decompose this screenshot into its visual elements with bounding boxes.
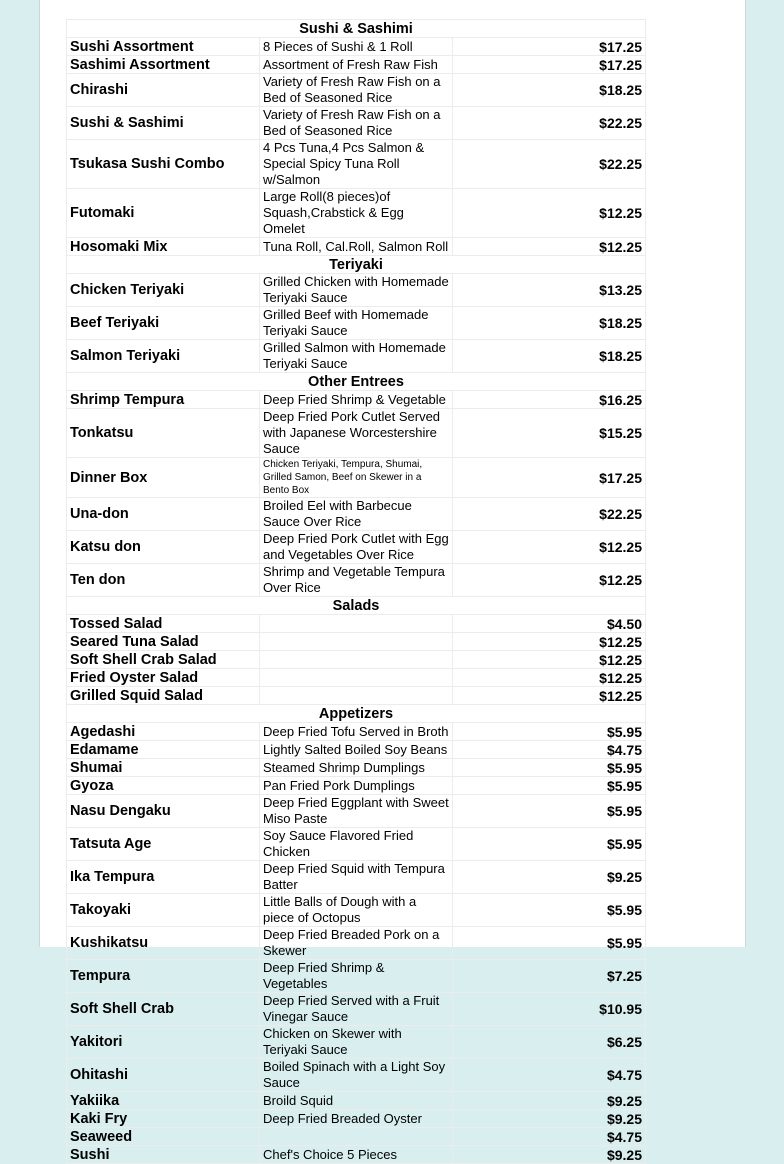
item-description: Deep Fried Shrimp & Vegetable — [260, 391, 453, 409]
item-price: $5.95 — [453, 927, 646, 960]
item-price: $5.95 — [453, 777, 646, 795]
item-name: Yakiika — [67, 1092, 260, 1110]
menu-row — [67, 307, 646, 340]
item-price: $9.25 — [453, 1110, 646, 1128]
item-name: Ten don — [67, 564, 260, 597]
item-name: Futomaki — [67, 189, 260, 238]
item-name: Takoyaki — [67, 894, 260, 927]
item-price: $10.95 — [453, 993, 646, 1026]
menu-row — [67, 458, 646, 498]
menu-row — [67, 1026, 646, 1059]
menu-row — [67, 669, 646, 687]
item-description: Deep Fried Pork Cutlet Served with Japanese Worcestershire Sauce — [260, 409, 453, 458]
menu-row — [67, 960, 646, 993]
menu-row — [67, 615, 646, 633]
item-name: Tatsuta Age — [67, 828, 260, 861]
menu-row — [67, 861, 646, 894]
item-name: Tempura — [67, 960, 260, 993]
item-name: Sushi & Sashimi — [67, 107, 260, 140]
menu-row — [67, 391, 646, 409]
item-description: Little Balls of Dough with a piece of Octopus — [260, 894, 453, 927]
item-price: $12.25 — [453, 238, 646, 256]
item-price: $12.25 — [453, 564, 646, 597]
item-name: Soft Shell Crab — [67, 993, 260, 1026]
section-title: Teriyaki — [67, 256, 646, 274]
menu-row — [67, 723, 646, 741]
menu-row — [67, 927, 646, 960]
item-name: Nasu Dengaku — [67, 795, 260, 828]
item-description: Large Roll(8 pieces)of Squash,Crabstick & Egg Omelet — [260, 189, 453, 238]
item-description: Broild Squid — [260, 1092, 453, 1110]
item-description: Deep Fried Tofu Served in Broth — [260, 723, 453, 741]
item-description: Deep Fried Breaded Pork on a Skewer — [260, 927, 453, 960]
menu-row — [67, 340, 646, 373]
item-name: Shrimp Tempura — [67, 391, 260, 409]
menu-row — [67, 1059, 646, 1092]
item-name: Seared Tuna Salad — [67, 633, 260, 651]
item-description — [260, 1128, 453, 1146]
item-name: Grilled Squid Salad — [67, 687, 260, 705]
item-name: Soft Shell Crab Salad — [67, 651, 260, 669]
item-price: $22.25 — [453, 107, 646, 140]
item-name: Tossed Salad — [67, 615, 260, 633]
item-price: $12.25 — [453, 189, 646, 238]
item-price: $12.25 — [453, 651, 646, 669]
menu-row — [67, 777, 646, 795]
item-name: Fried Oyster Salad — [67, 669, 260, 687]
item-price: $18.25 — [453, 307, 646, 340]
item-price: $4.50 — [453, 615, 646, 633]
menu-row — [67, 1146, 646, 1164]
item-description: Pan Fried Pork Dumplings — [260, 777, 453, 795]
item-price: $16.25 — [453, 391, 646, 409]
item-price: $13.25 — [453, 274, 646, 307]
item-price: $12.25 — [453, 531, 646, 564]
item-price: $9.25 — [453, 1092, 646, 1110]
menu-row — [67, 189, 646, 238]
menu-row — [67, 140, 646, 189]
item-name: Ohitashi — [67, 1059, 260, 1092]
menu-row — [67, 1128, 646, 1146]
item-price: $9.25 — [453, 861, 646, 894]
item-description: Shrimp and Vegetable Tempura Over Rice — [260, 564, 453, 597]
menu-table — [66, 19, 646, 1164]
item-price: $22.25 — [453, 498, 646, 531]
item-description: Variety of Fresh Raw Fish on a Bed of Seasoned Rice — [260, 74, 453, 107]
item-price: $12.25 — [453, 669, 646, 687]
menu-row — [67, 56, 646, 74]
menu-row — [67, 795, 646, 828]
menu-row — [67, 74, 646, 107]
section-header-row — [67, 20, 646, 38]
item-price: $5.95 — [453, 723, 646, 741]
item-description: Chicken Teriyaki, Tempura, Shumai, Grilled Samon, Beef on Skewer in a Bento Box — [260, 458, 453, 498]
item-price: $7.25 — [453, 960, 646, 993]
item-name: Yakitori — [67, 1026, 260, 1059]
item-name: Salmon Teriyaki — [67, 340, 260, 373]
menu-row — [67, 531, 646, 564]
item-name: Katsu don — [67, 531, 260, 564]
item-description: 4 Pcs Tuna,4 Pcs Salmon & Special Spicy Tuna Roll w/Salmon — [260, 140, 453, 189]
section-title: Other Entrees — [67, 373, 646, 391]
item-description: Boiled Spinach with a Light Soy Sauce — [260, 1059, 453, 1092]
item-name: Seaweed — [67, 1128, 260, 1146]
item-price: $4.75 — [453, 1128, 646, 1146]
item-description — [260, 687, 453, 705]
menu-row — [67, 274, 646, 307]
menu-row — [67, 894, 646, 927]
section-title: Salads — [67, 597, 646, 615]
item-name: Chicken Teriyaki — [67, 274, 260, 307]
item-name: Beef Teriyaki — [67, 307, 260, 340]
item-price: $18.25 — [453, 340, 646, 373]
item-description: Deep Fried Squid with Tempura Batter — [260, 861, 453, 894]
item-description: Grilled Salmon with Homemade Teriyaki Sauce — [260, 340, 453, 373]
item-description: Deep Fried Shrimp & Vegetables — [260, 960, 453, 993]
item-description: Steamed Shrimp Dumplings — [260, 759, 453, 777]
item-description: Grilled Chicken with Homemade Teriyaki Sauce — [260, 274, 453, 307]
item-description: Assortment of Fresh Raw Fish — [260, 56, 453, 74]
section-header-row — [67, 373, 646, 391]
item-name: Kushikatsu — [67, 927, 260, 960]
item-price: $17.25 — [453, 38, 646, 56]
menu-row — [67, 687, 646, 705]
menu-row — [67, 498, 646, 531]
item-price: $4.75 — [453, 741, 646, 759]
menu-row — [67, 409, 646, 458]
item-description: Deep Fried Eggplant with Sweet Miso Paste — [260, 795, 453, 828]
item-name: Ika Tempura — [67, 861, 260, 894]
item-name: Shumai — [67, 759, 260, 777]
item-name: Sushi — [67, 1146, 260, 1164]
item-description: Deep Fried Pork Cutlet with Egg and Vegetables Over Rice — [260, 531, 453, 564]
item-description: Chef's Choice 5 Pieces — [260, 1146, 453, 1164]
item-description: Chicken on Skewer with Teriyaki Sauce — [260, 1026, 453, 1059]
item-price: $5.95 — [453, 795, 646, 828]
item-price: $15.25 — [453, 409, 646, 458]
item-name: Sashimi Assortment — [67, 56, 260, 74]
item-description: Lightly Salted Boiled Soy Beans — [260, 741, 453, 759]
menu-row — [67, 1110, 646, 1128]
item-description: Tuna Roll, Cal.Roll, Salmon Roll — [260, 238, 453, 256]
item-name: Dinner Box — [67, 458, 260, 498]
item-name: Una-don — [67, 498, 260, 531]
item-price: $5.95 — [453, 828, 646, 861]
item-name: Tonkatsu — [67, 409, 260, 458]
menu-row — [67, 38, 646, 56]
item-name: Gyoza — [67, 777, 260, 795]
item-price: $12.25 — [453, 687, 646, 705]
item-price: $17.25 — [453, 56, 646, 74]
item-name: Tsukasa Sushi Combo — [67, 140, 260, 189]
item-description: Broiled Eel with Barbecue Sauce Over Rice — [260, 498, 453, 531]
menu-row — [67, 828, 646, 861]
item-price: $18.25 — [453, 74, 646, 107]
item-name: Agedashi — [67, 723, 260, 741]
item-description: Deep Fried Breaded Oyster — [260, 1110, 453, 1128]
menu-row — [67, 633, 646, 651]
item-description: Deep Fried Served with a Fruit Vinegar Sauce — [260, 993, 453, 1026]
item-name: Chirashi — [67, 74, 260, 107]
item-price: $17.25 — [453, 458, 646, 498]
item-price: $9.25 — [453, 1146, 646, 1164]
item-price: $5.95 — [453, 759, 646, 777]
item-price: $12.25 — [453, 633, 646, 651]
item-price: $6.25 — [453, 1026, 646, 1059]
item-description: Variety of Fresh Raw Fish on a Bed of Seasoned Rice — [260, 107, 453, 140]
item-description: Soy Sauce Flavored Fried Chicken — [260, 828, 453, 861]
item-description — [260, 615, 453, 633]
item-description — [260, 669, 453, 687]
menu-row — [67, 107, 646, 140]
section-header-row — [67, 597, 646, 615]
item-price: $4.75 — [453, 1059, 646, 1092]
item-name: Kaki Fry — [67, 1110, 260, 1128]
section-title: Sushi & Sashimi — [67, 20, 646, 38]
item-description — [260, 633, 453, 651]
section-header-row — [67, 256, 646, 274]
menu-row — [67, 1092, 646, 1110]
item-name: Edamame — [67, 741, 260, 759]
menu-row — [67, 564, 646, 597]
item-name: Hosomaki Mix — [67, 238, 260, 256]
item-name: Sushi Assortment — [67, 38, 260, 56]
section-header-row — [67, 705, 646, 723]
item-price: $22.25 — [453, 140, 646, 189]
menu-row — [67, 238, 646, 256]
item-price: $5.95 — [453, 894, 646, 927]
item-description: Grilled Beef with Homemade Teriyaki Sauce — [260, 307, 453, 340]
menu-row — [67, 741, 646, 759]
item-description — [260, 651, 453, 669]
menu-row — [67, 651, 646, 669]
menu-page — [39, 0, 746, 1163]
menu-row — [67, 759, 646, 777]
section-title: Appetizers — [67, 705, 646, 723]
item-description: 8 Pieces of Sushi & 1 Roll — [260, 38, 453, 56]
menu-row — [67, 993, 646, 1026]
